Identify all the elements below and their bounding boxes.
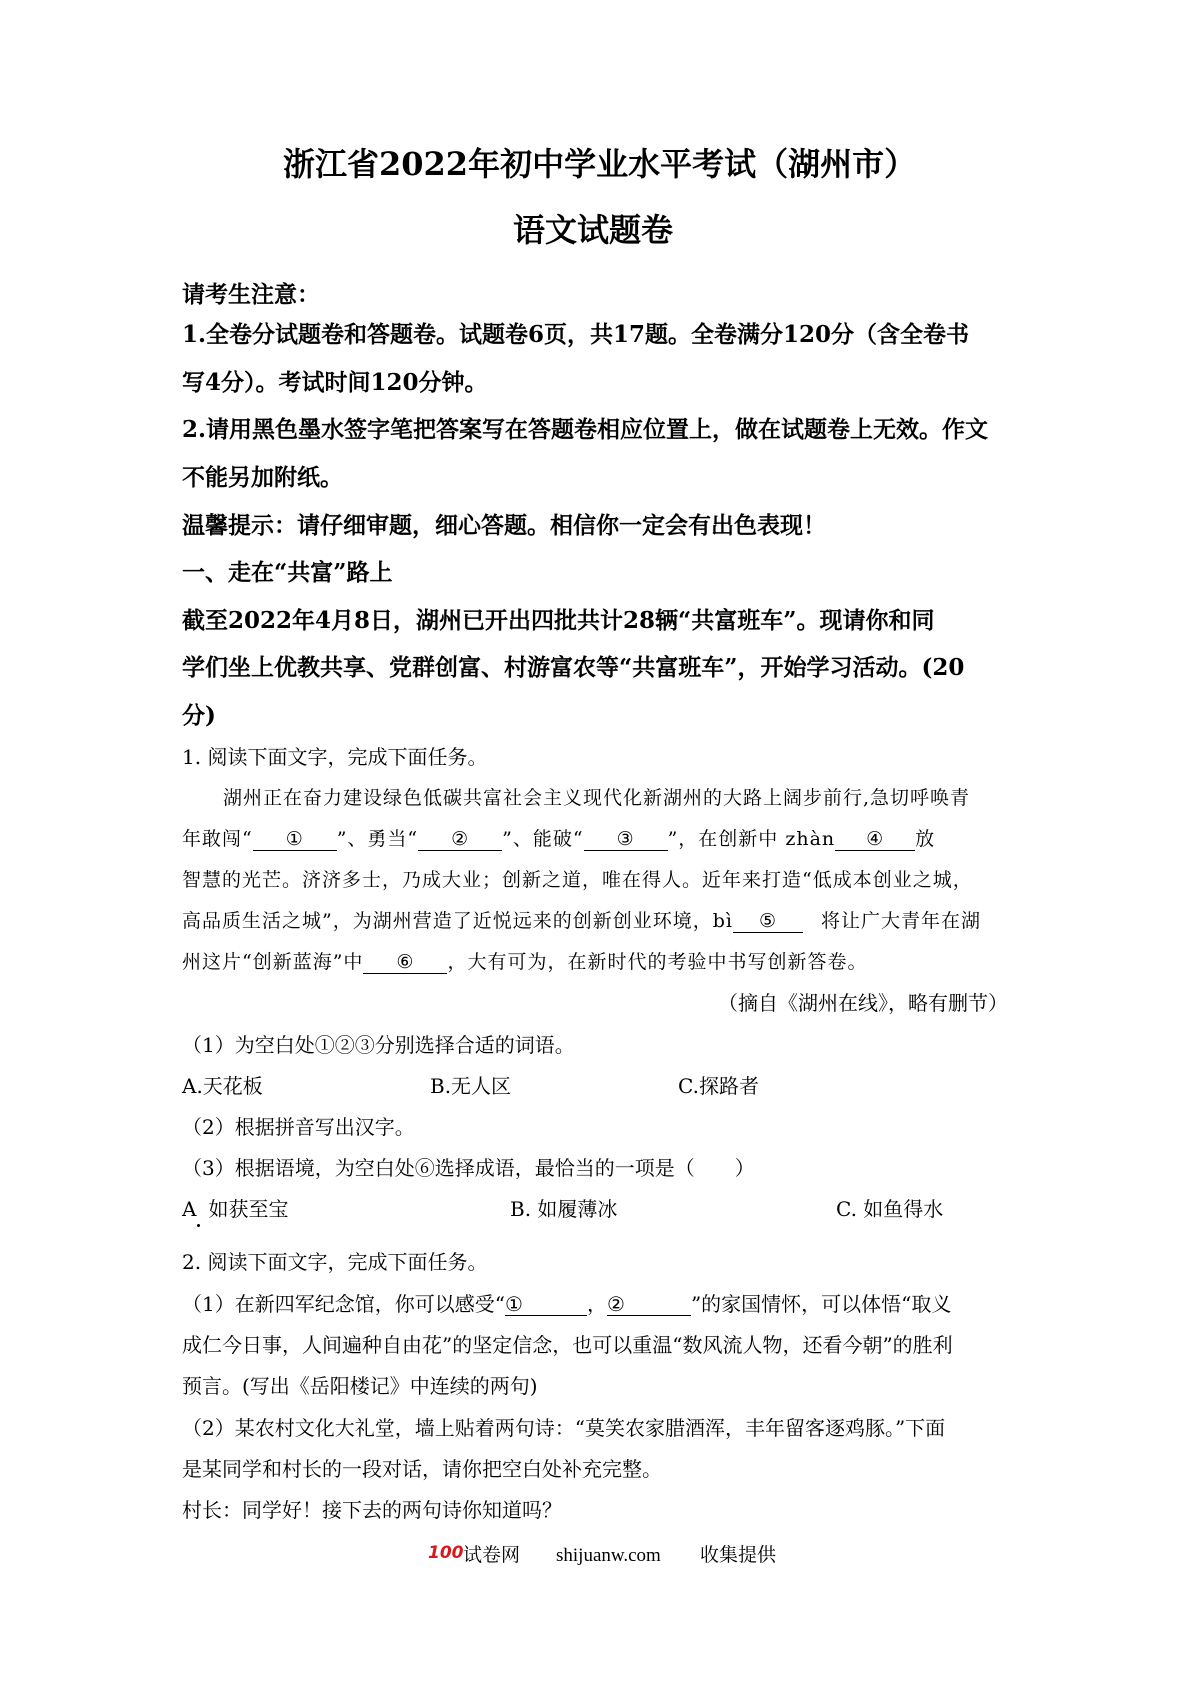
notice-heading: 请考生注意： xyxy=(182,281,320,308)
question-2-sub-1-line-3: 预言。(写出《岳阳楼记》中连续的两句) xyxy=(182,1374,538,1398)
question-2-stem: 2. 阅读下面文字，完成下面任务。 xyxy=(182,1250,488,1274)
question-2-sub-2-line-1: （2）某农村文化大礼堂，墙上贴着两句诗：“莫笑农家腊酒浑，丰年留客逐鸡豚。”下面 xyxy=(182,1416,946,1440)
section-intro-line-3: 分) xyxy=(182,702,216,729)
question-text: （1）在新四军纪念馆，你可以感受“ xyxy=(182,1292,505,1316)
question-text: ， xyxy=(586,1292,607,1316)
option-a: A.天花板 xyxy=(182,1074,263,1098)
blank-4: ④ xyxy=(835,830,915,851)
blank-1: ① xyxy=(253,830,337,851)
passage-text: 将让广大青年在湖 xyxy=(820,910,981,932)
notice-item-2-line-1: 2.请用黑色墨水签字笔把答案写在答题卷相应位置上，做在试题卷上无效。作文 xyxy=(182,416,989,443)
passage-line-5 xyxy=(182,953,867,974)
footer-logo-number: 100 xyxy=(428,1543,464,1563)
blank-3: ③ xyxy=(584,830,668,851)
dialogue-line-1: 村长：同学好！接下去的两句诗你知道吗？ xyxy=(182,1498,562,1522)
notice-tip: 温馨提示：请仔细审题，细心答题。相信你一定会有出色表现！ xyxy=(182,512,826,539)
question-2-sub-2-line-2: 是某同学和村长的一段对话，请你把空白处补充完整。 xyxy=(182,1457,662,1481)
passage-text: 高品质生活之城”，为湖州营造了近悦远来的创新创业环境，bì xyxy=(182,910,733,932)
option-c: C.探路者 xyxy=(678,1074,759,1098)
passage-text: ”，在创新中 zhàn xyxy=(667,828,836,850)
passage-line-1: 湖州正在奋力建设绿色低碳共富社会主义现代化新湖州的大路上阔步前行,急切呼唤青 xyxy=(223,787,971,809)
passage-line-2 xyxy=(182,830,935,851)
blank-2: ② xyxy=(418,830,502,851)
passage-text: ”、能破“ xyxy=(502,828,584,850)
idiom-option-b: B. 如履薄冰 xyxy=(510,1197,618,1221)
question-1-sub-2: （2）根据拼音写出汉字。 xyxy=(182,1115,415,1139)
blank-q2-2: ② xyxy=(607,1294,691,1316)
exam-title: 浙江省2022年初中学业水平考试（湖州市） xyxy=(283,145,917,183)
blank-5: ⑤ xyxy=(733,912,803,933)
passage-line-4 xyxy=(182,912,981,933)
section-intro-line-2: 学们坐上优教共享、党群创富、村游富农等“共富班车”，开始学习活动。(20 xyxy=(182,654,965,681)
question-1-sub-3: （3）根据语境，为空白处⑥选择成语，最恰当的一项是（ ） xyxy=(182,1156,755,1180)
footer-logo-text[interactable]: 试卷网 xyxy=(463,1544,521,1566)
blank-q2-1: ① xyxy=(505,1294,587,1316)
passage-text: 年敢闯“ xyxy=(182,828,253,850)
idiom-option-c: C. 如鱼得水 xyxy=(836,1197,944,1221)
passage-text: 州这片“创新蓝海”中 xyxy=(182,951,364,973)
notice-item-1-line-2: 写4分）。考试时间120分钟。 xyxy=(182,369,488,396)
passage-source: （摘自《湖州在线》，略有删节） xyxy=(718,991,1008,1015)
notice-item-1-line-1: 1.全卷分试题卷和答题卷。试题卷6页，共17题。全卷满分120分（含全卷书 xyxy=(182,321,970,348)
emphasis-dot xyxy=(197,1224,200,1227)
question-text: ”的家国情怀，可以体悟“取义 xyxy=(690,1292,952,1316)
footer-site-link[interactable]: shijuanw.com xyxy=(556,1545,661,1566)
section-heading: 一、走在“共富”路上 xyxy=(182,559,393,586)
exam-subtitle: 语文试题卷 xyxy=(513,211,674,249)
question-1-stem: 1. 阅读下面文字，完成下面任务。 xyxy=(182,745,488,769)
passage-text: ，大有可为，在新时代的考验中书写创新答卷。 xyxy=(447,951,868,973)
question-1-sub-1: （1）为空白处①②③分别选择合适的词语。 xyxy=(182,1033,575,1057)
footer-note: 收集提供 xyxy=(700,1544,777,1566)
question-2-sub-1-line-2: 成仁今日事，人间遍种自由花”的坚定信念，也可以重温“数风流人物，还看今朝”的胜利 xyxy=(182,1333,953,1357)
question-2-sub-1-line-1 xyxy=(182,1294,951,1316)
idiom-option-a-text: 如获至宝 xyxy=(208,1197,289,1221)
idiom-option-a xyxy=(182,1199,288,1219)
passage-line-3: 智慧的光芒。济济多士，乃成大业；创新之道，唯在得人。近年来打造“低成本创业之城， xyxy=(182,869,973,891)
blank-6: ⑥ xyxy=(363,953,447,974)
option-b: B.无人区 xyxy=(430,1074,512,1098)
section-intro-line-1: 截至2022年4月8日，湖州已开出四批共计28辆“共富班车”。现请你和同 xyxy=(182,607,935,634)
passage-text: ”、勇当“ xyxy=(336,828,419,850)
passage-text: 放 xyxy=(915,828,936,850)
idiom-option-a-letter: A xyxy=(182,1197,197,1221)
notice-item-2-line-2: 不能另加附纸。 xyxy=(182,464,343,491)
